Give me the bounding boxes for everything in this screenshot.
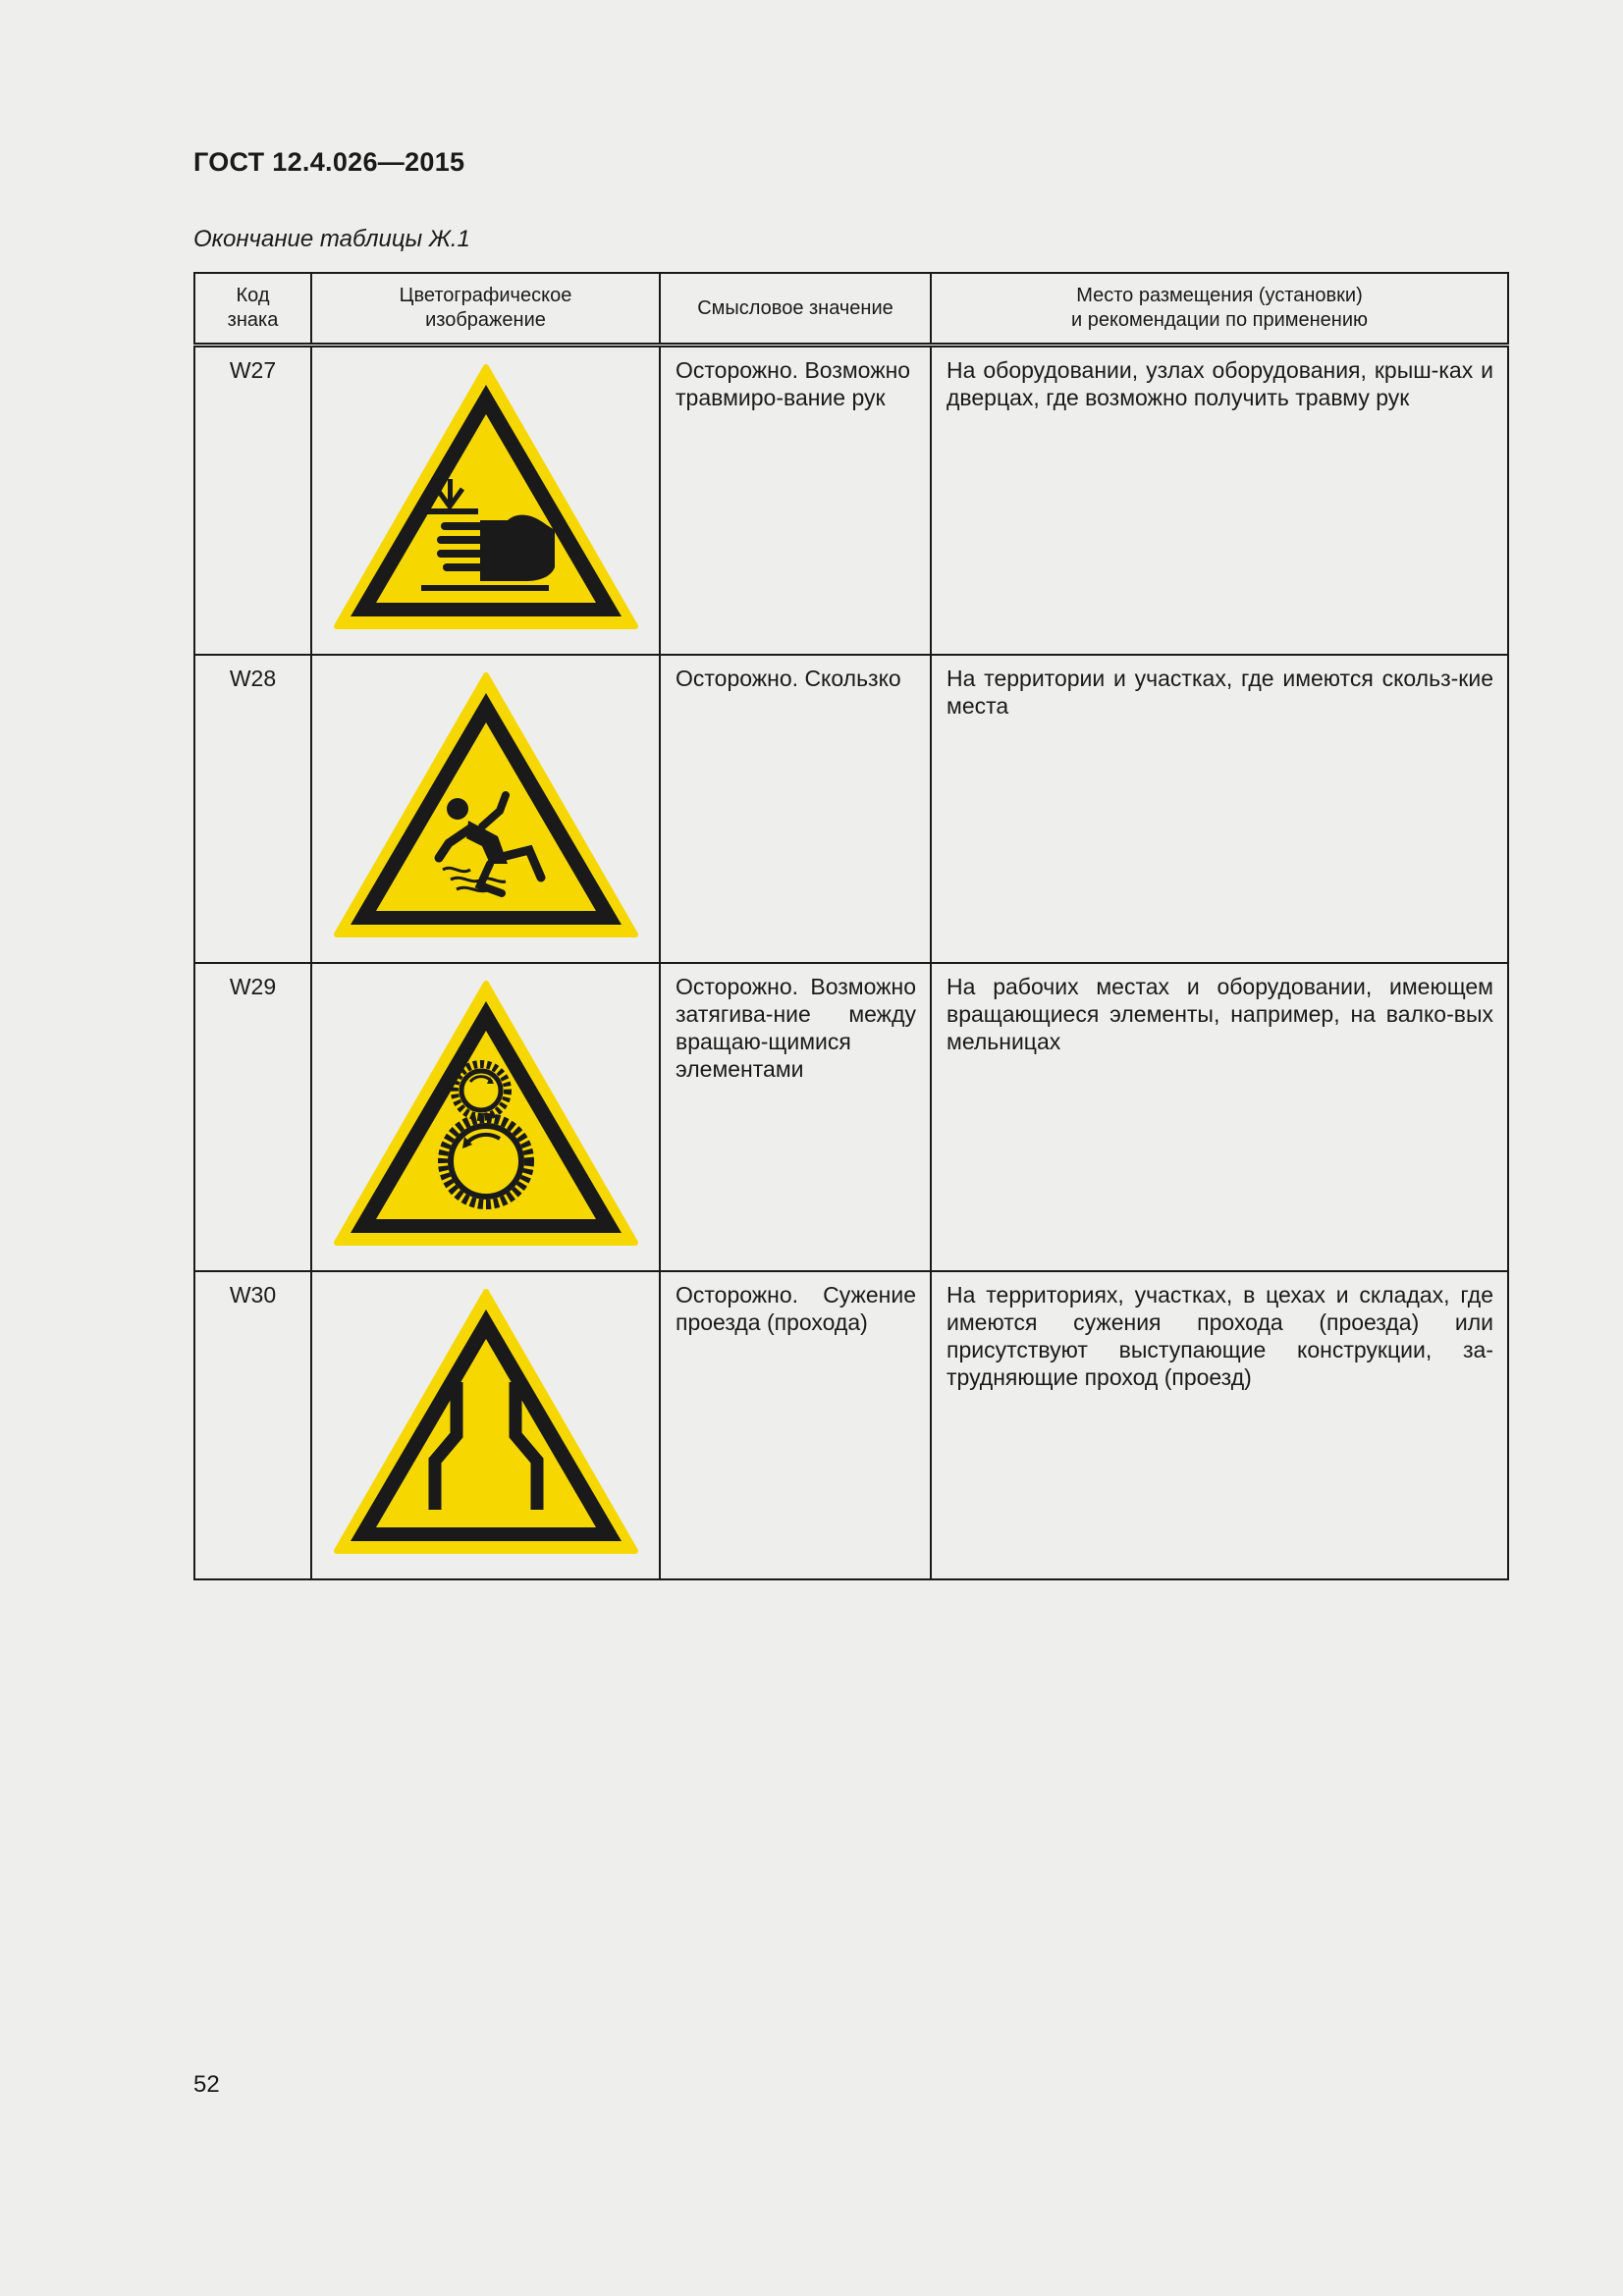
table-row: [194, 346, 1508, 656]
column-header-image-line2: изображение: [425, 309, 546, 331]
column-header-place-line2: и рекомендации по применению: [1070, 309, 1369, 331]
sign-meaning: Осторожно. Скользко: [660, 655, 931, 963]
sign-code: W28: [194, 655, 311, 963]
sign-image-cell: [311, 963, 660, 1271]
sign-code: W27: [194, 346, 311, 656]
hand-crush-warning-icon: [333, 363, 639, 630]
rotating-gears-warning-icon: [333, 980, 639, 1247]
sign-meaning: Осторожно. Возможно травмиро-вание рук: [660, 346, 931, 656]
table-row: [194, 655, 1508, 963]
sign-placement: На территории и участках, где имеются скольз-кие места: [931, 655, 1508, 963]
slippery-surface-warning-icon: [333, 671, 639, 938]
column-header-code: [194, 273, 311, 346]
table-header-row: [194, 273, 1508, 346]
sign-code: W30: [194, 1271, 311, 1579]
sign-code: W29: [194, 963, 311, 1271]
sign-meaning: Осторожно. Сужение проезда (прохода): [660, 1271, 931, 1579]
table-row: [194, 963, 1508, 1271]
column-header-image-line1: Цветографическое: [399, 285, 572, 306]
table-row: [194, 1271, 1508, 1579]
column-header-place: [931, 273, 1508, 346]
sign-placement: На территориях, участках, в цехах и складах, где имеются сужения прохода (проезда) или присутствуют выступающие конструкции, за-трудняющие проход (проезд): [931, 1271, 1508, 1579]
sign-image-cell: [311, 1271, 660, 1579]
table-caption: Окончание таблицы Ж.1: [193, 226, 470, 252]
document-header: ГОСТ 12.4.026—2015: [193, 147, 465, 177]
sign-placement: На оборудовании, узлах оборудования, крыш-ках и дверцах, где возможно получить травму рук: [931, 346, 1508, 656]
warning-signs-table: [193, 272, 1509, 1580]
sign-meaning: Осторожно. Возможно затягива-ние между вращаю-щимися элементами: [660, 963, 931, 1271]
column-header-meaning-line1: Смысловое значение: [697, 296, 893, 319]
column-header-place-line1: Место размещения (установки): [1076, 285, 1363, 306]
column-header-image: [311, 273, 660, 346]
column-header-code-line1: Код: [236, 285, 270, 306]
sign-image-cell: [311, 346, 660, 656]
page-number: 52: [193, 2071, 220, 2098]
narrowing-passage-warning-icon: [333, 1288, 639, 1555]
column-header-meaning: [660, 273, 931, 346]
column-header-code-line2: знака: [227, 309, 279, 331]
sign-image-cell: [311, 655, 660, 963]
sign-placement: На рабочих местах и оборудовании, имеющем вращающиеся элементы, например, на валко-вых мельницах: [931, 963, 1508, 1271]
